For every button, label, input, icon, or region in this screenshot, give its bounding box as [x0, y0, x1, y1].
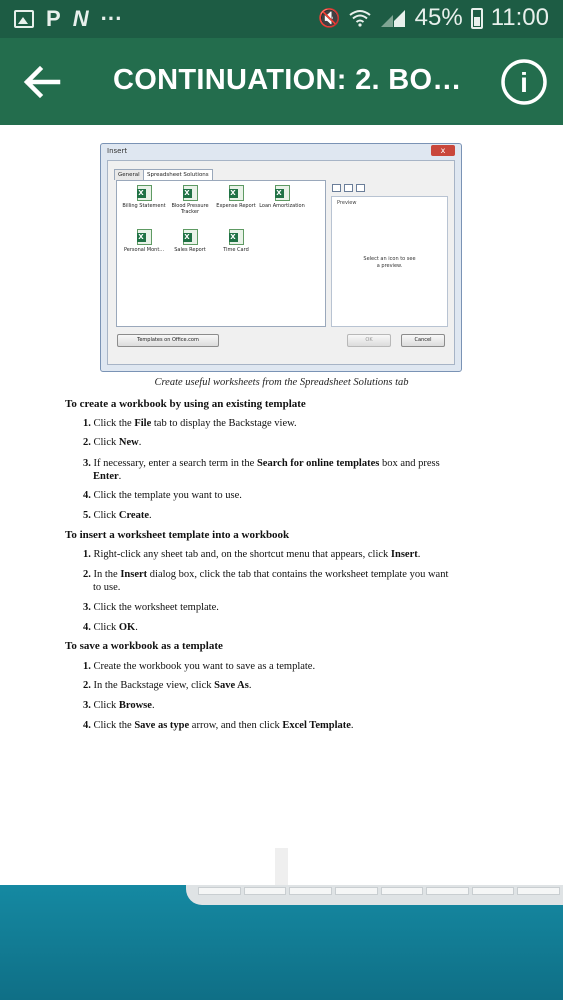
list-item: 4. Click the Save as type arrow, and then click Excel Template.: [83, 720, 354, 731]
template-label: Sales Report: [174, 247, 206, 253]
view-mode-buttons: [332, 184, 365, 192]
preview-label: Preview: [337, 200, 357, 206]
status-bar-left: [14, 6, 123, 32]
template-label: Loan Amortization: [259, 203, 305, 209]
tab-spreadsheet-solutions: Spreadsheet Solutions: [143, 169, 213, 180]
dialog-body: [107, 160, 455, 365]
list-item: 4. Click OK.: [83, 622, 138, 633]
tab-general: General: [114, 169, 144, 180]
list-item: 4. Click the template you want to use.: [83, 490, 242, 501]
back-button[interactable]: [18, 58, 66, 106]
template-sales-report: [167, 229, 213, 253]
list-item: 2. In the Backstage view, click Save As.: [83, 680, 252, 691]
info-button[interactable]: [499, 57, 549, 107]
laptop-keyboard: [198, 887, 560, 895]
templates-on-office-button: Templates on Office.com: [117, 334, 219, 347]
dialog-title: Insert: [107, 147, 128, 155]
list-view-icon: [344, 184, 353, 192]
page-title: CONTINUATION: 2. BO…: [113, 64, 462, 96]
excel-file-icon: [137, 185, 152, 201]
mute-icon: 🔇: [318, 7, 341, 28]
template-label: Expense Report: [216, 203, 256, 209]
templates-panel: [116, 180, 326, 327]
section-heading-save: To save a workbook as a template: [65, 640, 223, 652]
template-label: Billing Statement: [122, 203, 166, 209]
app-bar: [0, 38, 563, 125]
list-item: 1. Click the File tab to display the Backstage view.: [83, 418, 297, 429]
document-page: [0, 125, 563, 885]
template-expense-report: [213, 185, 259, 209]
template-time-card: [213, 229, 259, 253]
template-label: Personal Mont...: [123, 247, 165, 253]
list-item: 3. Click the worksheet template.: [83, 602, 219, 613]
list-item: 1. Create the workbook you want to save as a template.: [83, 661, 316, 672]
preview-box: [331, 196, 448, 327]
excel-file-icon: [183, 185, 198, 201]
preview-hint: Select an icon to see a preview.: [363, 256, 416, 269]
excel-file-icon: [229, 185, 244, 201]
insert-dialog-figure: [100, 143, 462, 372]
template-personal-monthly: [121, 229, 167, 253]
wifi-icon: [349, 9, 371, 27]
template-label: Blood Pressure Tracker: [171, 203, 209, 215]
excel-file-icon: [183, 229, 198, 245]
list-item: 2. In the Insert dialog box, click the tab that contains the worksheet template you want to use.: [83, 569, 449, 593]
signal-icon: [379, 8, 407, 28]
battery-icon: [471, 8, 483, 29]
clock: 11:00: [490, 4, 549, 31]
battery-percent: 45%: [414, 4, 463, 31]
info-glyph: i: [520, 67, 528, 98]
figure-caption: Create useful worksheets from the Spreadsheet Solutions tab: [154, 377, 409, 388]
template-label: Time Card: [223, 247, 249, 253]
decorative-pillar: [275, 848, 288, 886]
status-bar-right: [318, 4, 549, 32]
template-billing-statement: [121, 185, 167, 209]
section-heading-create: To create a workbook by using an existing template: [65, 398, 306, 410]
n-icon: N: [72, 6, 89, 31]
excel-file-icon: [229, 229, 244, 245]
list-item: 1. Right-click any sheet tab and, on the shortcut menu that appears, click Insert.: [83, 549, 421, 560]
image-icon: [14, 10, 34, 28]
arrow-back-icon: [18, 58, 66, 106]
list-item: 3. If necessary, enter a search term in the Search for online templates box and press Enter.: [83, 458, 440, 482]
info-icon: [499, 57, 549, 107]
section-heading-insert: To insert a worksheet template into a workbook: [65, 529, 290, 541]
details-view-icon: [356, 184, 365, 192]
excel-file-icon: [137, 229, 152, 245]
ok-button: OK: [347, 334, 391, 347]
list-item: 5. Click Create.: [83, 510, 152, 521]
list-item: 3. Click Browse.: [83, 700, 155, 711]
large-icons-view-icon: [332, 184, 341, 192]
dialog-close-icon: x: [431, 145, 455, 156]
list-item: 2. Click New.: [83, 437, 142, 448]
template-blood-pressure-tracker: [167, 185, 213, 215]
laptop-image: [0, 885, 563, 1000]
template-loan-amortization: [259, 185, 305, 209]
excel-file-icon: [275, 185, 290, 201]
cancel-button: Cancel: [401, 334, 445, 347]
p-icon: P: [46, 6, 61, 31]
more-dots-icon: ···: [100, 6, 123, 31]
status-bar: [0, 0, 563, 38]
